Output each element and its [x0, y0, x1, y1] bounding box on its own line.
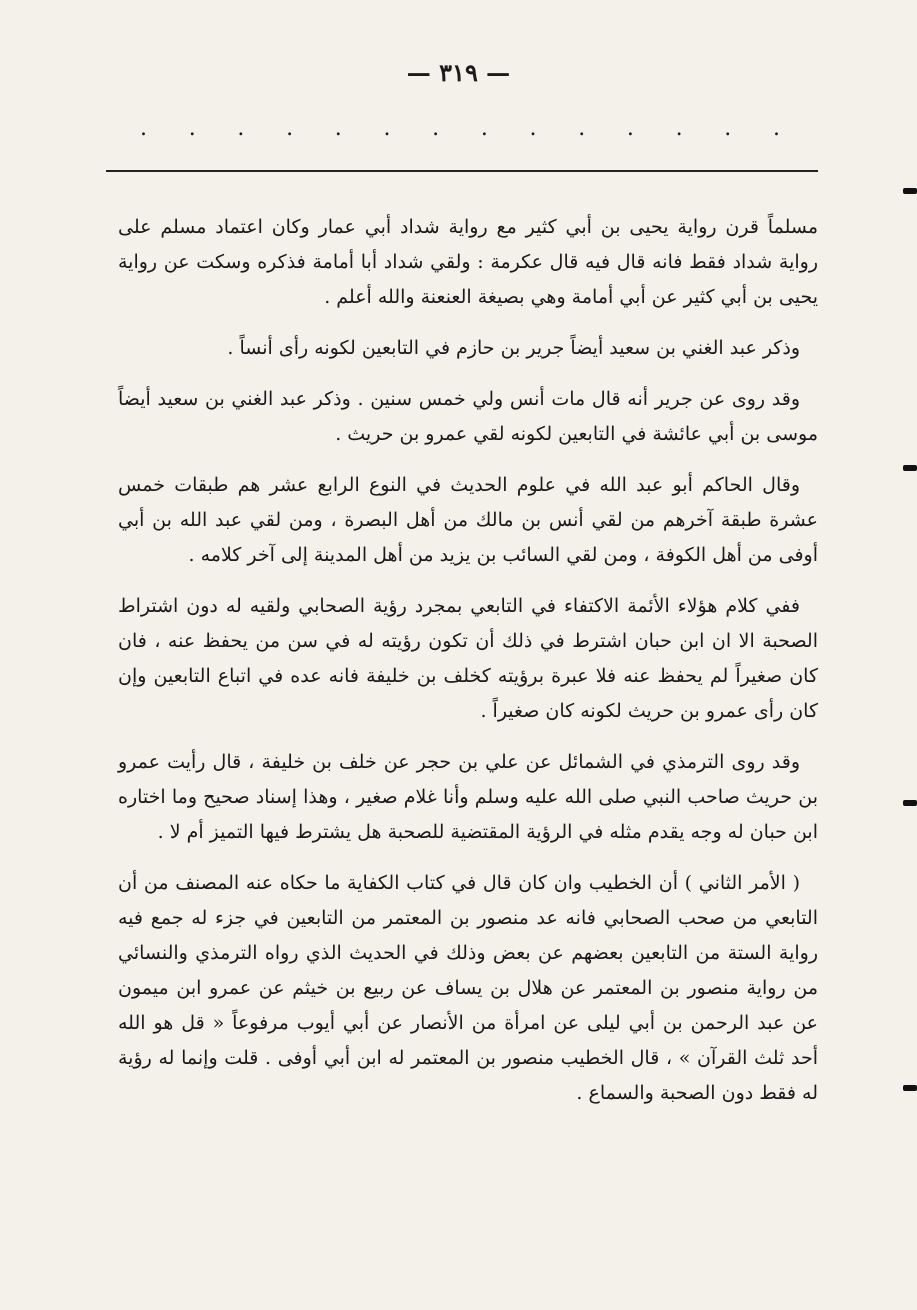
separator-dot: .	[529, 116, 537, 141]
paragraph: وقد روى الترمذي في الشمائل عن علي بن حجر عن خلف بن خليفة ، قال رأيت عمرو بن حريث صاحب النبي صلى الله عليه وسلم وأنا غلام صغير ، وهذا إسناد صحيح وما اختاره ابن حبان له وجه يقدم مثله في الرؤية المقتضية للصحبة هل يشترط فيها التميز أم لا .	[118, 751, 818, 843]
paragraph: وذكر عبد الغني بن سعيد أيضاً جرير بن حازم في التابعين لكونه رأى أنساً .	[227, 337, 800, 359]
separator-dot: .	[626, 116, 634, 141]
paragraph: وقد روى عن جرير أنه قال مات أنس ولي خمس سنين . وذكر عبد الغني بن سعيد أيضاً موسى بن أبي عائشة في التابعين لكونه لقي عمرو بن حريث .	[118, 388, 818, 445]
separator-dot: .	[432, 116, 440, 141]
scan-margin-mark	[903, 465, 917, 471]
scan-margin-mark	[903, 1085, 917, 1091]
separator-dot: .	[286, 116, 294, 141]
scan-margin-mark	[903, 188, 917, 194]
header-rule	[106, 170, 818, 172]
separator-dot: .	[675, 116, 683, 141]
scan-margin-mark	[903, 800, 917, 806]
separator-dot: .	[237, 116, 245, 141]
paragraph: مسلماً قرن رواية يحيى بن أبي كثير مع رواية شداد أبي عمار وكان اعتماد مسلم على رواية شداد فقط فانه قال فيه قال عكرمة : ولقي شداد أبا أمامة فذكره وسكت عن رواية يحيى بن أبي كثير عن أبي أمامة وهي بصيغة العنعنة والله أعلم .	[118, 216, 818, 308]
separator-dots	[140, 118, 780, 140]
separator-dot: .	[188, 116, 196, 141]
page-number: — ٣١٩ —	[406, 58, 511, 87]
paragraph: وقال الحاكم أبو عبد الله في علوم الحديث في النوع الرابع عشر هم طبقات خمس عشرة طبقة آخرهم من لقي أنس بن مالك من أهل البصرة ، ومن لقي عبد الله بن أبي أوفى من أهل الكوفة ، ومن لقي السائب بن يزيد من أهل المدينة إلى آخر كلامه .	[118, 474, 818, 566]
separator-dot: .	[383, 116, 391, 141]
separator-dot: .	[480, 116, 488, 141]
separator-dot: .	[140, 116, 147, 141]
paragraph: ( الأمر الثاني ) أن الخطيب وان كان قال في كتاب الكفاية ما حكاه عنه المصنف من أن التابعي من صحب الصحابي فانه عد منصور بن المعتمر من التابعين في جزء له جمع فيه رواية الستة من التابعين بعضهم عن بعض وذلك في الحديث الذي رواه الترمذي والنسائي من رواية منصور بن المعتمر عن هلال بن يساف عن ربيع بن خيثم عن عمرو ابن ميمون عن عبد الرحمن بن أبي ليلى عن امرأة من الأنصار عن أبي أيوب مرفوعاً « قل هو الله أحد ثلث القرآن » ، قال الخطيب منصور بن المعتمر له ابن أبي أوفى . قلت وإنما له رؤية له فقط دون الصحبة والسماع .	[118, 872, 818, 1104]
body-text	[118, 210, 818, 1127]
separator-dot: .	[772, 116, 780, 141]
paragraph: ففي كلام هؤلاء الأئمة الاكتفاء في التابعي بمجرد رؤية الصحابي ولقيه له دون اشتراط الصحبة الا ان ابن حبان اشترط في ذلك أن تكون رؤيته له في سن من يحفظ عنه ، فان كان صغيراً لم يحفظ عنه فلا عبرة برؤيته كخلف بن خليفة فانه عده في اتباع التابعين وإن كان رأى عمرو بن حريث لكونه كان صغيراً .	[118, 595, 818, 722]
separator-dot: .	[578, 116, 586, 141]
separator-dot: .	[334, 116, 342, 141]
separator-dot: .	[724, 116, 732, 141]
